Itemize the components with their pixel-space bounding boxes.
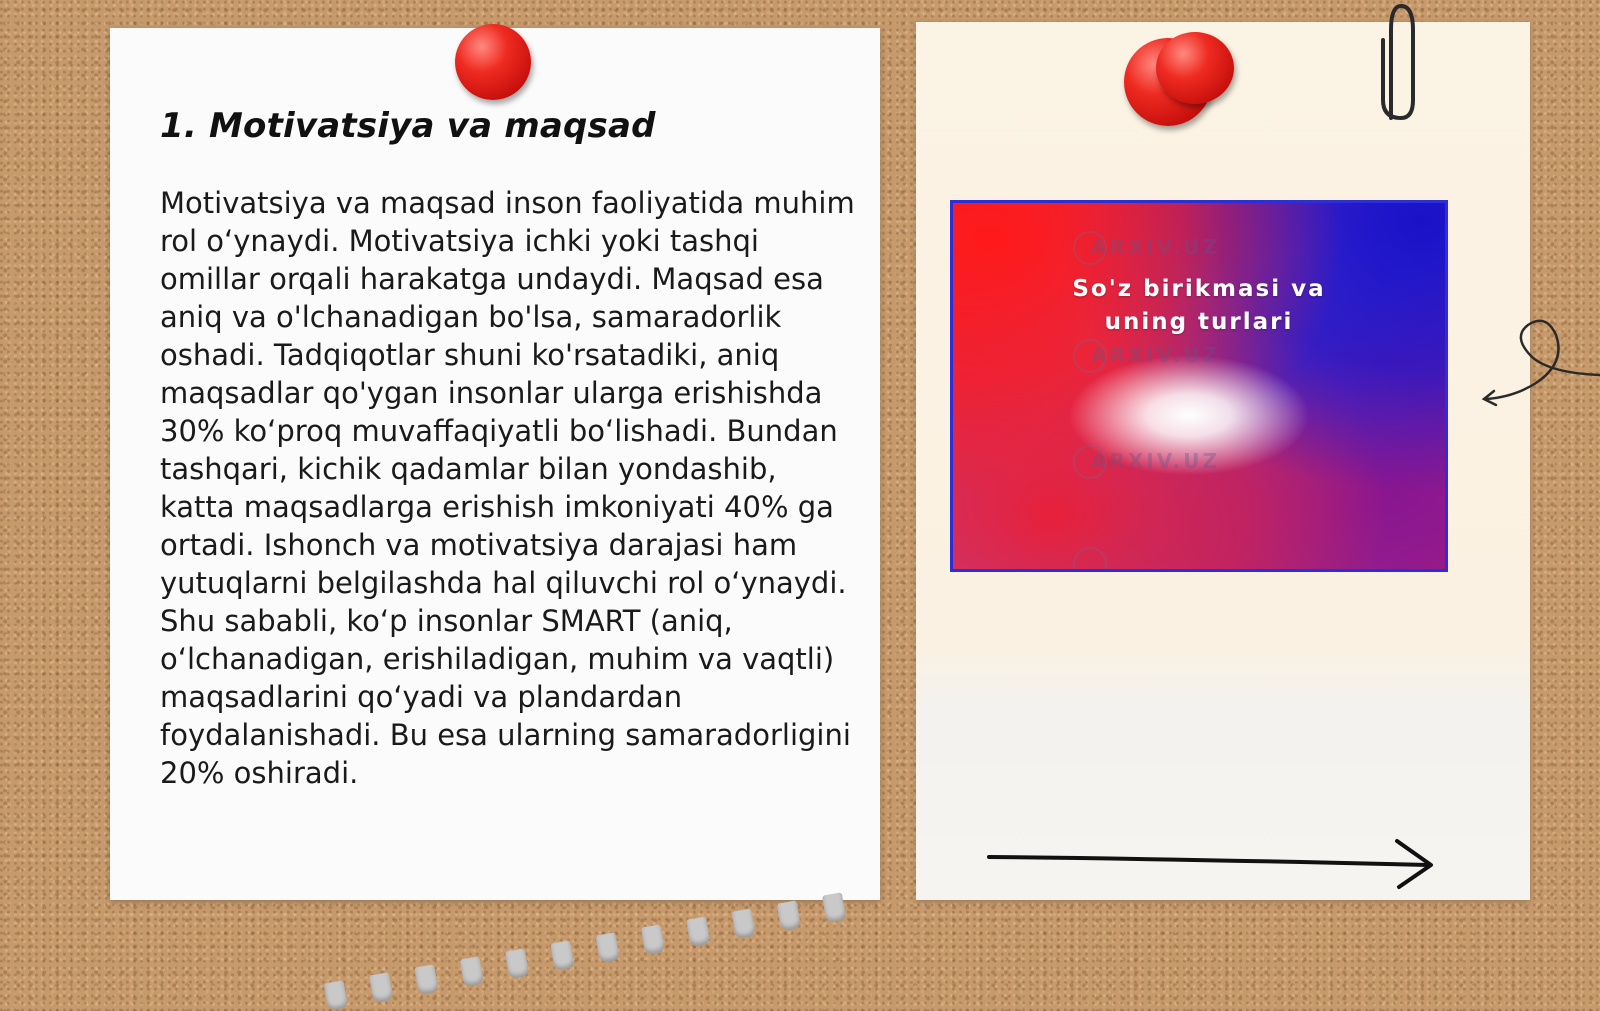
watermark-text: ARXIV.UZ [1091,235,1220,259]
thumbnail-title-line-1: So'z birikmasi va [1072,276,1326,302]
left-note-card [110,28,880,900]
torn-paper-edge [312,819,880,1011]
thumbnail-title-line-2: uning turlari [1104,309,1294,335]
curl-arrow-icon [1480,315,1600,415]
section-title: 1. Motivatsiya va maqsad [160,106,656,146]
section-body-text: Motivatsiya va maqsad inson faoliyatida muhim rol o‘ynaydi. Motivatsiya ichki yoki tashqi omillar orqali harakatga undaydi. Maqsad esa aniq va o'lchanadigan bo'lsa, samaradorlik oshadi. Tadqiqotlar shuni ko'rsatadiki, aniq maqsadlar qo'ygan insonlar ularga erishishda 30% ko‘proq muvaffaqiyatli bo‘lishadi. Bundan tashqari, kichik qadamlar bilan yondashib, katta maqsadlarga erishish imkoniyati 40% ga ortadi. Ishonch va motivatsiya darajasi ham yutuqlarni belgilashda hal qiluvchi rol o‘ynaydi. Shu sababli, ko‘p insonlar SMART (aniq, o‘lchanadigan, erishiladigan, muhim va vaqtli) maqsadlarini qo‘yadi va plandardan foydalanishadi. Bu esa ularning samaradorligini 20% oshiradi. [160,186,855,790]
watermark-text: ARXIV.UZ [1091,343,1220,367]
paperclip-icon [1375,0,1421,125]
red-pushpin-icon [1156,32,1234,104]
watermark-text: ARXIV.UZ [1091,449,1220,473]
red-pushpin-icon [455,24,531,100]
slide-thumbnail-image [950,200,1448,572]
thumbnail-title [953,273,1445,339]
arrow-right-icon [985,835,1445,895]
